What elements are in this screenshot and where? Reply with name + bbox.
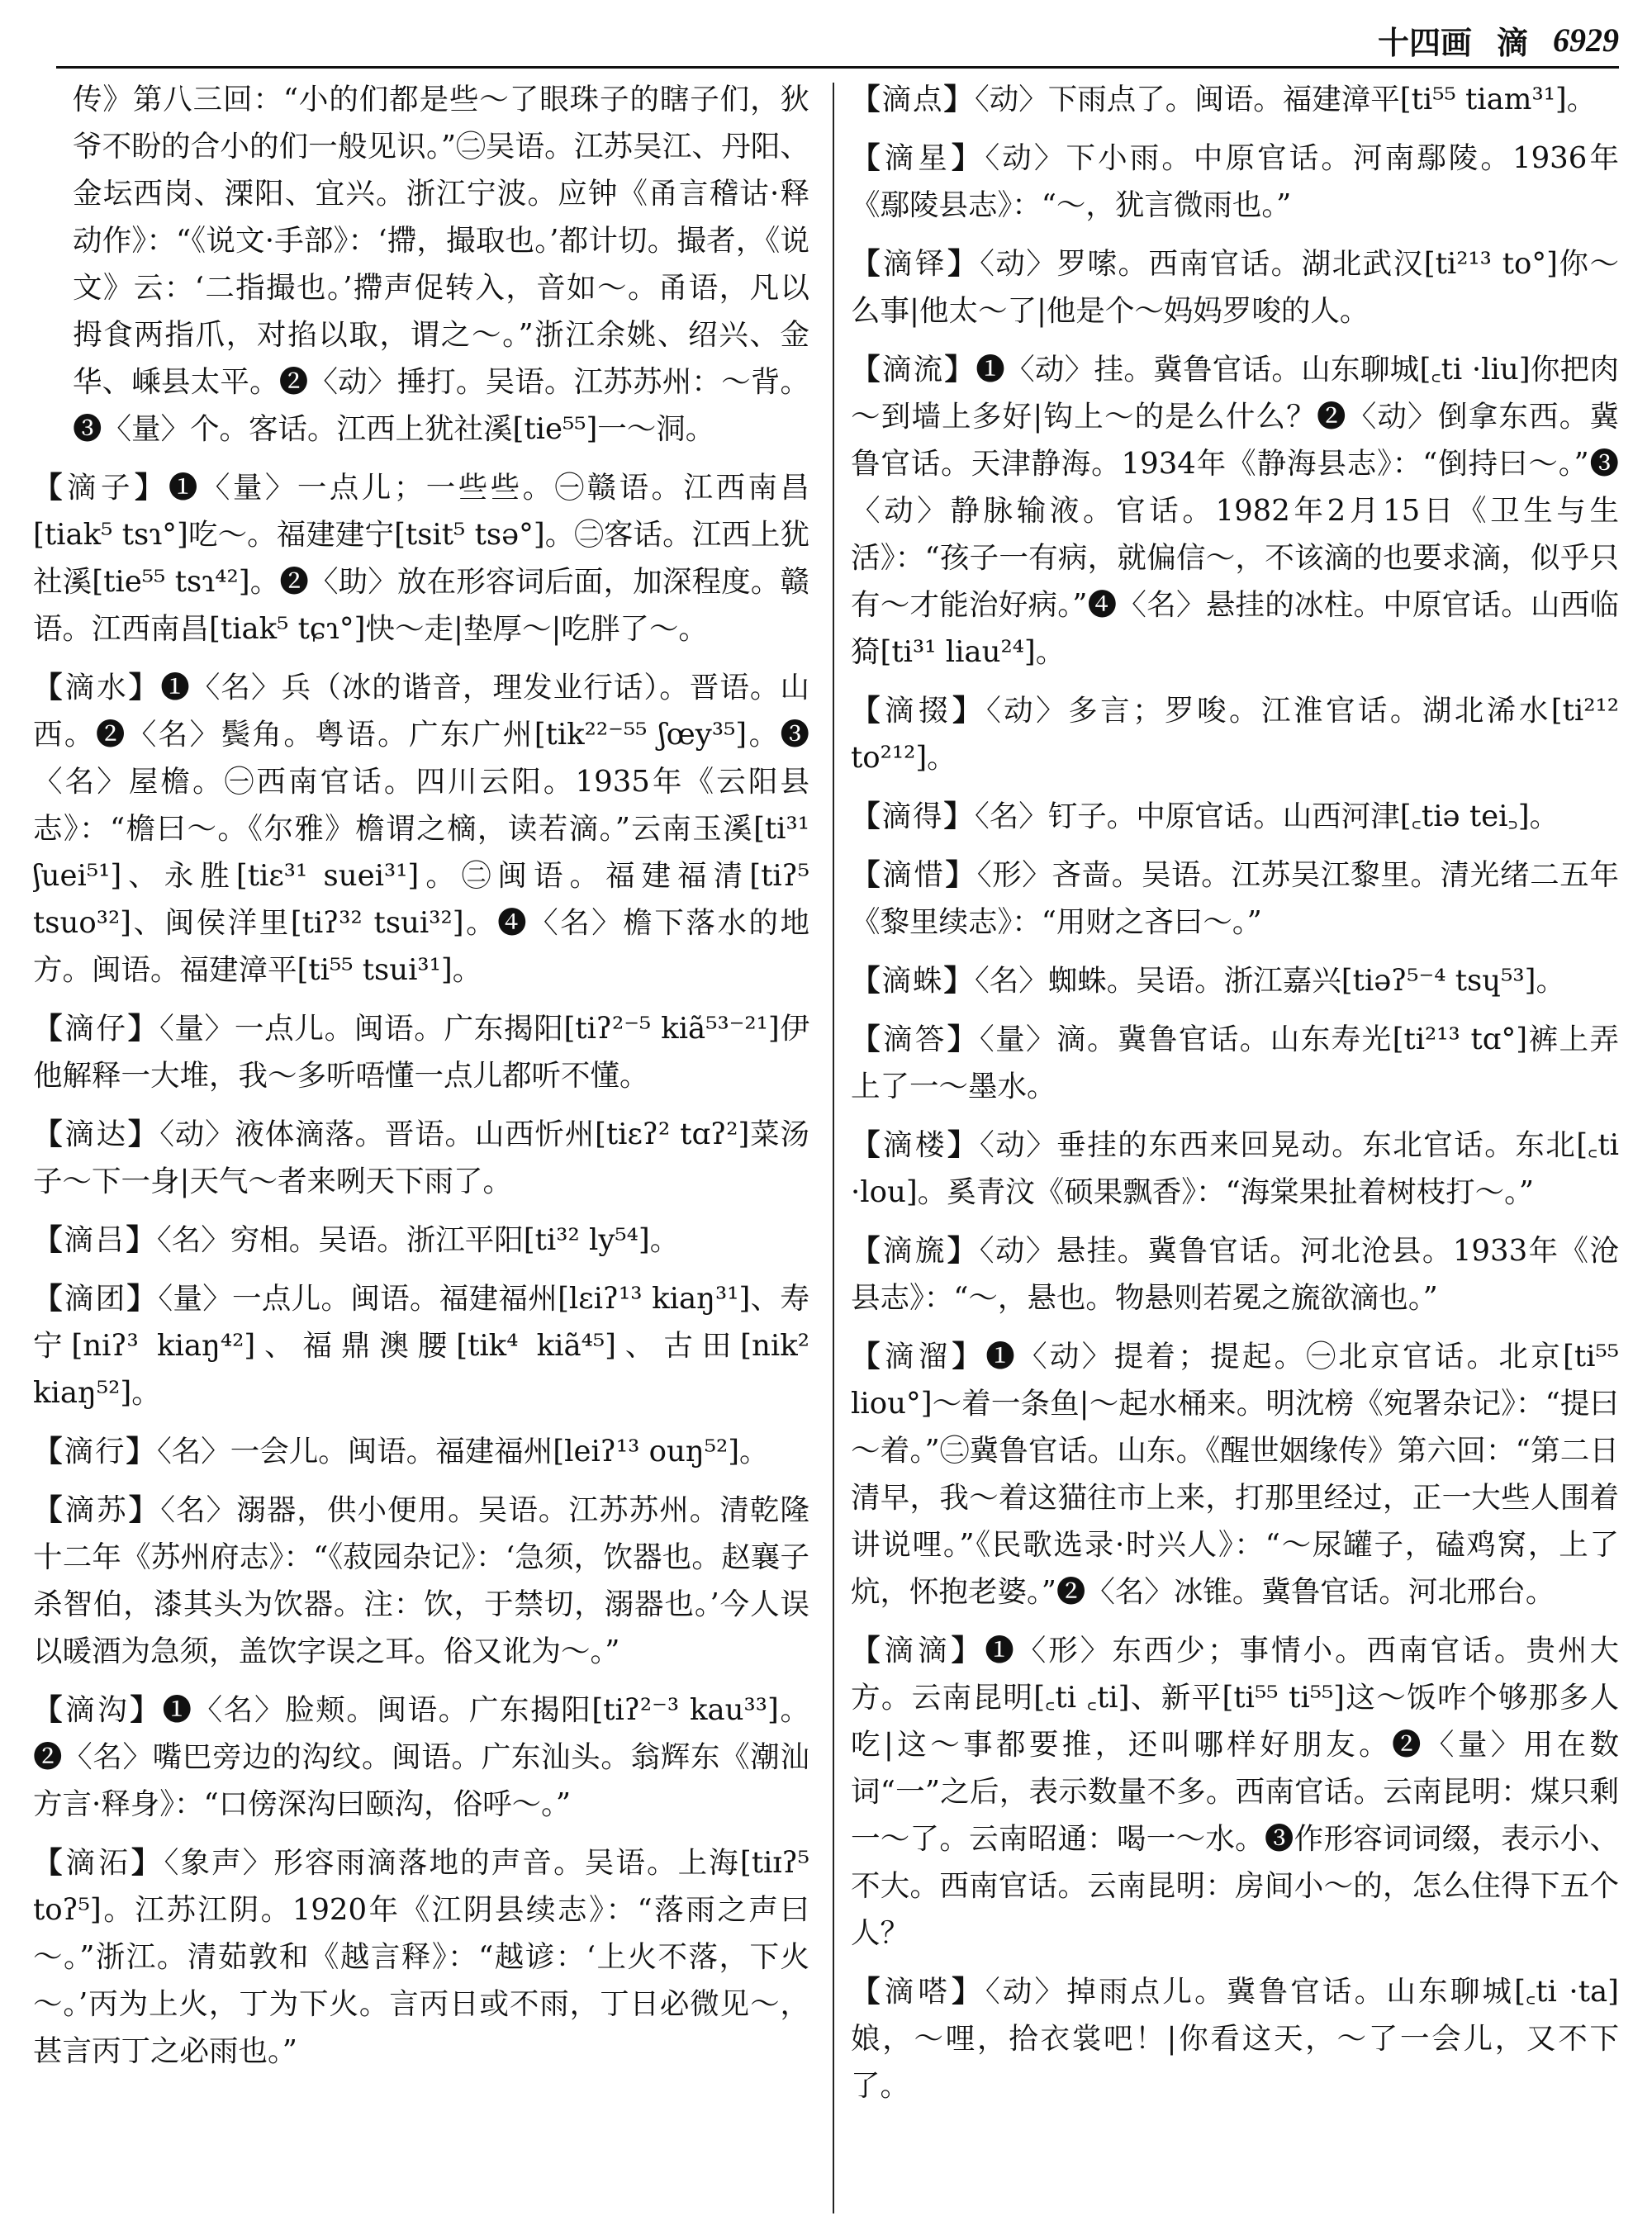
- headword-bracket-open: 【: [851, 83, 882, 116]
- headword-bracket-open: 【: [851, 353, 882, 387]
- headword-text: 滴点: [881, 83, 944, 116]
- dictionary-entry: [851, 1227, 1619, 1321]
- headword-bracket-close: 】: [951, 141, 985, 175]
- entry-definition: 〈动〉罗嗦。西南官话。湖北武汉[ti²¹³ to°]你～么事|他太～了|他是个～妈妈罗唆的人。: [851, 247, 1619, 328]
- headword-bracket-open: 【: [851, 1128, 883, 1162]
- left-entries: [33, 464, 809, 2075]
- left-column: [33, 76, 809, 2215]
- entry-headword: [851, 799, 975, 833]
- entry-headword: [851, 1128, 980, 1162]
- headword-bracket-open: 【: [33, 1223, 64, 1257]
- headword-text: 滴仔: [64, 1012, 128, 1046]
- entry-headword: [851, 1022, 980, 1056]
- dictionary-entry: [851, 1333, 1619, 1616]
- entry-headword: [33, 471, 169, 505]
- headword-bracket-close: 】: [944, 353, 976, 387]
- entry-definition: 〈名〉一会儿。闽语。福建福州[leiʔ¹³ ouŋ⁵²]。: [157, 1435, 769, 1468]
- headword-text: 滴惜: [882, 858, 946, 892]
- entry-headword: [33, 1846, 164, 1880]
- entry-headword: [851, 1234, 980, 1268]
- entry-definition: 〈名〉穷相。吴语。浙江平阳[ti³² ly⁵⁴]。: [157, 1223, 680, 1257]
- page-number: 6929: [1553, 21, 1619, 59]
- headword-bracket-open: 【: [33, 1117, 65, 1151]
- entry-definition: 〈量〉一点儿。闽语。福建福州[lɛiʔ¹³ kiaŋ³¹]、寿宁[niʔ³ kiaŋ⁴²]、福鼎澳腰[tik⁴ kiã⁴⁵]、古田[nik² kiaŋ⁵²]。: [33, 1282, 809, 1410]
- headword-bracket-close: 】: [945, 858, 977, 892]
- headword-bracket-open: 【: [851, 1234, 883, 1268]
- headword-text: 滴苏: [64, 1493, 129, 1527]
- entry-definition: ❶〈名〉脸颊。闽语。广东揭阳[tiʔ²⁻³ kau³³]。❷〈名〉嘴巴旁边的沟纹。闽语。广东汕头。翁辉东《潮汕方言·释身》：“口傍深沟曰颐沟，俗呼～。”: [33, 1693, 809, 1821]
- headword-bracket-close: 】: [943, 964, 976, 998]
- headword-text: 滴旒: [882, 1234, 947, 1268]
- entry-headword: [33, 1117, 159, 1151]
- entry-definition: 〈名〉钉子。中原官话。山西河津[꜀tiə tei꜆]。: [975, 799, 1559, 833]
- entry-headword: [33, 1693, 163, 1727]
- entry-definition: 〈量〉滴。冀鲁官话。山东寿光[ti²¹³ tɑ°]裤上弄上了一～墨水。: [851, 1022, 1619, 1103]
- headword-bracket-open: 【: [33, 671, 65, 705]
- headword-bracket-close: 】: [952, 1340, 986, 1374]
- header-character: 滴: [1496, 23, 1528, 61]
- entry-definition: 〈动〉液体滴落。晋语。山西忻州[tiɛʔ² tɑʔ²]菜汤子～下一身|天气～者来咧天下雨了。: [33, 1117, 809, 1198]
- headword-bracket-close: 】: [130, 1693, 163, 1727]
- dictionary-entry: [851, 240, 1619, 334]
- entry-definition: ❶〈动〉提着；提起。㊀北京官话。北京[ti⁵⁵ liou°]～着一条鱼|～起水桶来。明沈榜《宛署杂记》：“提曰～着。”㊁冀鲁官话。山东。《醒世姻缘传》第六回：“第二日清早，我～着这猫往市上来，打那里经过，正一大些人围着讲说哩。”《民歌选录·时兴人》：“～尿罐子，磕鸡窝，上了炕，怀抱老婆。”❷〈名〉冰锥。冀鲁官话。河北邢台。: [851, 1340, 1619, 1609]
- dictionary-entry: [851, 135, 1619, 229]
- dictionary-entry: [851, 1122, 1619, 1216]
- headword-text: 滴滴: [884, 1634, 952, 1668]
- dictionary-entry: [851, 793, 1619, 840]
- headword-bracket-open: 【: [851, 799, 882, 833]
- headword-bracket-close: 】: [952, 1975, 985, 2009]
- headword-bracket-close: 】: [128, 1493, 161, 1527]
- entry-definition: ❶〈名〉兵（冰的谐音，理发业行话）。晋语。山西。❷〈名〉鬓角。粤语。广东广州[tik²²⁻⁵⁵ ʃœy³⁵]。❸〈名〉屋檐。㊀西南官话。四川云阳。1935年《云阳县志》：“檐曰～。《尔雅》檐谓之樀，读若滴。”云南玉溪[ti³¹ ʃuei⁵¹]、永胜[tiɛ³¹ suei³¹]。㊁闽语。福建福清[tiʔ⁵ tsuo³²]、闽侯洋里[tiʔ³² tsui³²]。❹〈名〉檐下落水的地方。闽语。福建漳平[ti⁵⁵ tsui³¹]。: [33, 671, 809, 987]
- headword-bracket-close: 】: [947, 1128, 980, 1162]
- dictionary-entry: [33, 1839, 809, 2075]
- entry-definition: ❶〈动〉挂。冀鲁官话。山东聊城[꜀ti ·liu]你把肉～到墙上多好|钩上～的是么什么？❷〈动〉倒拿东西。冀鲁官话。天津静海。1934年《静海县志》：“倒持曰～。”❸〈动〉静脉输液。官话。1982年2月15日《卫生与生活》：“孩子一有病，就偏信～，不该滴的也要求滴，似乎只有～才能治好病。”❹〈名〉悬挂的冰柱。中原官话。山西临猗[ti³¹ liau²⁴]。: [851, 353, 1619, 669]
- headword-bracket-open: 【: [33, 1012, 65, 1046]
- headword-bracket-close: 】: [943, 799, 976, 833]
- headword-bracket-open: 【: [851, 1340, 885, 1374]
- headword-text: 滴子: [66, 471, 135, 505]
- right-column: [851, 76, 1619, 2215]
- headword-bracket-close: 】: [952, 694, 986, 728]
- dictionary-entry: [33, 1111, 809, 1205]
- headword-bracket-open: 【: [851, 1975, 885, 2009]
- entry-headword: [851, 858, 977, 892]
- headword-bracket-close: 】: [947, 1234, 980, 1268]
- entry-headword: [33, 1012, 159, 1046]
- headword-bracket-open: 【: [851, 1634, 885, 1668]
- headword-bracket-open: 【: [33, 1282, 64, 1316]
- headword-text: 滴沟: [65, 1693, 131, 1727]
- dictionary-entry: [851, 852, 1619, 946]
- headword-bracket-close: 】: [134, 471, 169, 505]
- dictionary-entry: [33, 1687, 809, 1828]
- headword-bracket-open: 【: [851, 1022, 883, 1056]
- headword-text: 滴蛛: [881, 964, 944, 998]
- dictionary-entry: [851, 346, 1619, 676]
- entry-headword: [851, 141, 985, 175]
- headword-bracket-close: 】: [127, 1117, 160, 1151]
- headword-bracket-close: 】: [947, 1022, 980, 1056]
- entry-headword: [851, 1634, 985, 1668]
- dictionary-entry: [851, 1968, 1619, 2109]
- headword-text: 滴水: [64, 671, 129, 705]
- right-entries: [851, 76, 1619, 2109]
- entry-headword: [33, 1435, 157, 1468]
- headword-bracket-close: 】: [951, 1634, 985, 1668]
- headword-bracket-close: 】: [127, 1012, 159, 1046]
- dictionary-entry: [851, 1627, 1619, 1957]
- entry-headword: [851, 1340, 985, 1374]
- dictionary-entry: [851, 687, 1619, 781]
- headword-bracket-open: 【: [33, 471, 67, 505]
- headword-text: 滴流: [881, 353, 945, 387]
- headword-text: 滴得: [881, 799, 944, 833]
- section-label: 十四画: [1377, 23, 1472, 61]
- headword-bracket-open: 【: [33, 1846, 66, 1880]
- page-header: [1239, 15, 1619, 64]
- headword-bracket-close: 】: [131, 1846, 164, 1880]
- entry-definition: ❶〈量〉一点儿；一些些。㊀赣语。江西南昌[tiak⁵ tsɿ°]吃～。福建建宁[tsit⁵ tsə°]。㊁客话。江西上犹社溪[tie⁵⁵ tsɿ⁴²]。❷〈助〉放在形容词后面，加深程度。赣语。江西南昌[tiak⁵ tɕɿ°]快～走|垫厚～|吃胖了～。: [33, 471, 809, 646]
- entry-definition: 〈名〉溺器，供小便用。吴语。江苏苏州。清乾隆十二年《苏州府志》：“《菽园杂记》：‘急须，饮器也。赵襄子杀智伯，漆其头为饮器。注：饮，于禁切，溺器也。’今人误以暖酒为急须，盖饮字误之耳。俗又讹为～。”: [33, 1493, 809, 1668]
- headword-bracket-open: 【: [33, 1435, 64, 1468]
- dictionary-entry: [33, 1487, 809, 1675]
- dictionary-entry: [33, 664, 809, 994]
- headword-text: 滴星: [884, 141, 952, 175]
- headword-bracket-open: 【: [851, 247, 884, 281]
- header-rule: [56, 66, 1619, 69]
- headword-text: 滴行: [64, 1435, 126, 1468]
- headword-bracket-open: 【: [851, 694, 885, 728]
- dictionary-entry: [33, 1005, 809, 1099]
- headword-bracket-open: 【: [851, 964, 882, 998]
- entry-definition: 〈量〉一点儿。闽语。广东揭阳[tiʔ²⁻⁵ kiã⁵³⁻²¹]伊他解释一大堆，我～多听唔懂一点儿都听不懂。: [33, 1012, 809, 1093]
- headword-bracket-close: 】: [943, 83, 976, 116]
- headword-text: 滴楼: [883, 1128, 947, 1162]
- headword-bracket-open: 【: [851, 141, 885, 175]
- entry-definition: 〈动〉悬挂。冀鲁官话。河北沧县。1933年《沧县志》：“～，悬也。物悬则若冕之旒欲滴也。”: [851, 1234, 1619, 1315]
- entry-headword: [33, 1223, 157, 1257]
- entry-headword: [33, 1282, 158, 1316]
- dictionary-entry: [851, 1016, 1619, 1110]
- headword-text: 滴达: [64, 1117, 128, 1151]
- headword-text: 滴嗒: [884, 1975, 952, 2009]
- headword-bracket-close: 】: [126, 1282, 159, 1316]
- entry-headword: [33, 671, 160, 705]
- headword-bracket-close: 】: [126, 1435, 158, 1468]
- entry-definition: 〈动〉掉雨点儿。冀鲁官话。山东聊城[꜀ti ·ta]娘，～哩，拾衣裳吧！|你看这天，～了一会儿，又不下了。: [851, 1975, 1619, 2103]
- entry-definition: 〈动〉多言；罗唆。江淮官话。湖北浠水[ti²¹² to²¹²]。: [851, 694, 1619, 775]
- headword-bracket-close: 】: [126, 1223, 158, 1257]
- headword-text: 滴团: [64, 1282, 127, 1316]
- entry-headword: [851, 247, 980, 281]
- entry-headword: [851, 353, 976, 387]
- entry-definition: ❶〈形〉东西少；事情小。西南官话。贵州大方。云南昆明[꜀ti ꜀ti]、新平[ti⁵⁵ ti⁵⁵]这～饭咋个够那多人吃|这～事都要推，还叫哪样好朋友。❷〈量〉用在数词“一”之后，表示数量不多。西南官话。云南昆明：煤只剩一～了。云南昭通：喝一～水。❸作形容词词缀，表示小、不大。西南官话。云南昆明：房间小～的，怎么住得下五个人？: [851, 1634, 1619, 1950]
- entry-headword: [851, 694, 986, 728]
- entry-definition: 〈动〉下小雨。中原官话。河南鄢陵。1936年《鄢陵县志》：“～，犹言微雨也。”: [851, 141, 1619, 222]
- dictionary-entry: [851, 76, 1619, 123]
- headword-text: 滴掇: [884, 694, 952, 728]
- dictionary-entry: [33, 1428, 809, 1475]
- continuation-text: 传》第八三回：“小的们都是些～了眼珠子的瞎子们，狄爷不盼的合小的们一般见识。”㊁吴语。江苏吴江、丹阳、金坛西岗、溧阳、宜兴。浙江宁波。应钟《甬言稽诂·释动作》：“《说文·手部》：‘摕，撮取也。’都计切。撮者，《说文》云：‘二指撮也。’摕声促转入，音如～。甬语，凡以拇食两指爪，对掐以取，谓之～。”浙江余姚、绍兴、金华、嵊县太平。❷〈动〉捶打。吴语。江苏苏州：～背。❸〈量〉个。客话。江西上犹社溪[tie⁵⁵]一～洞。: [73, 83, 809, 446]
- dictionary-entry: [33, 1275, 809, 1416]
- entry-definition: 〈形〉吝啬。吴语。江苏吴江黎里。清光绪二五年《黎里续志》：“用财之吝曰～。”: [851, 858, 1619, 939]
- headword-bracket-open: 【: [33, 1493, 65, 1527]
- headword-text: 滴沰: [65, 1846, 131, 1880]
- headword-text: 滴溜: [884, 1340, 952, 1374]
- headword-text: 滴铎: [883, 247, 948, 281]
- entry-definition: 〈动〉垂挂的东西来回晃动。东北官话。东北[꜀ti ·lou]。奚青汶《硕果飘香》：“海棠果扯着树枝打～。”: [851, 1128, 1619, 1209]
- headword-bracket-close: 】: [128, 671, 161, 705]
- dictionary-entry: [33, 464, 809, 652]
- headword-bracket-open: 【: [33, 1693, 66, 1727]
- entry-headword: [851, 964, 975, 998]
- column-divider: [833, 83, 834, 2213]
- entry-definition: 〈动〉下雨点了。闽语。福建漳平[ti⁵⁵ tiam³¹]。: [975, 83, 1597, 116]
- headword-text: 滴吕: [64, 1223, 126, 1257]
- entry-headword: [33, 1493, 160, 1527]
- dictionary-entry: [33, 1217, 809, 1264]
- dictionary-entry: [851, 957, 1619, 1004]
- entry-headword: [851, 83, 975, 116]
- entry-definition: 〈象声〉形容雨滴落地的声音。吴语。上海[tiɪʔ⁵ toʔ⁵]。江苏江阴。1920年《江阴县续志》：“落雨之声曰～。”浙江。清茹敦和《越言释》：“越谚：‘上火不落，下火～。’丙为上火，丁为下火。言丙日或不雨，丁日必微见～，甚言丙丁之必雨也。”: [33, 1846, 809, 2068]
- entry-headword: [851, 1975, 985, 2009]
- headword-bracket-open: 【: [851, 858, 883, 892]
- headword-bracket-close: 】: [947, 247, 980, 281]
- headword-text: 滴答: [882, 1022, 947, 1056]
- entry-definition: 〈名〉蜘蛛。吴语。浙江嘉兴[tiəʔ⁵⁻⁴ tsɥ⁵³]。: [975, 964, 1565, 998]
